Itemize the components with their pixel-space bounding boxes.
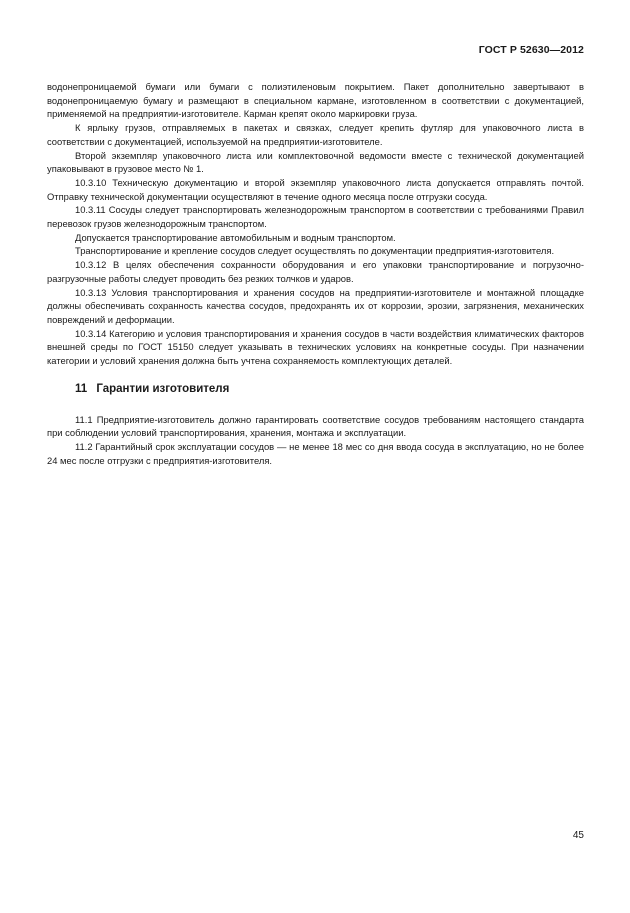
paragraph-continuation: водонепроницаемой бумаги или бумаги с полиэтиленовым покрытием. Пакет дополнительно завертывают в водонепроницаемую бумагу и размещают в специальном кармане, изготовленном в соответствии с документацией, применяемой на предприятии-изготовителе. Карман крепят около маркировки груза. — [47, 81, 584, 120]
section-heading — [47, 382, 584, 397]
section-title-text: Гарантии изготовителя — [96, 382, 230, 395]
section-number: 11 — [75, 382, 88, 395]
clause-10-3-10: 10.3.10 Техническую документацию и второй экземпляр упаковочного листа допускается отправлять почтой. Отправку технической документации осуществляют в течение одного месяца после отгрузки сосуда. — [47, 176, 584, 202]
clause-11-1: 11.1 Предприятие-изготовитель должно гарантировать соответствие сосудов требованиям настоящего стандарта при соблюдении условий транспортирования, хранения, монтажа и эксплуатации. — [47, 413, 584, 439]
clause-10-3-12: 10.3.12 В целях обеспечения сохранности оборудования и его упаковки транспортирование и погрузочно-разгрузочные работы следует проводить без резких толчков и ударов. — [47, 259, 584, 284]
document-code-header: ГОСТ Р 52630—2012 — [478, 44, 584, 56]
paragraph-second-copy: Второй экземпляр упаковочного листа или комплектовочной ведомости вместе с технической документацией упаковывают в грузовое место № 1. — [47, 149, 584, 175]
clause-10-3-14: 10.3.14 Категорию и условия транспортирования и хранения сосудов в части воздействия климатических факторов внешней среды по ГОСТ 15150 следует указывать в технических условиях на конкретные сосуды. При назначении категории и условий хранения должна быть учтена сохраняемость комплектующих деталей. — [47, 327, 584, 367]
page-body — [47, 80, 584, 468]
clause-10-3-13: 10.3.13 Условия транспортирования и хранения сосудов на предприятии-изготовителе и монтажной площадке должны обеспечивать сохранность качества сосудов, предохранять их от коррозии, эрозии, загрязнения, механических повреждений и деформации. — [47, 286, 584, 325]
page-number: 45 — [572, 830, 584, 841]
paragraph-label-case: К ярлыку грузов, отправляемых в пакетах и связках, следует крепить футляр для упаковочного листа в соответствии с документацией, используемой на предприятии-изготовителе. — [47, 122, 584, 147]
clause-11-2: 11.2 Гарантийный срок эксплуатации сосудов — не менее 18 мес со дня ввода сосуда в эксплуатацию, но не более 24 мес после отгрузки с предприятия-изготовителя. — [47, 441, 584, 466]
paragraph-transport-fastening: Транспортирование и крепление сосудов следует осуществлять по документации предприятия-изготовителя. — [75, 245, 555, 257]
paragraph-allowed-transport: Допускается транспортирование автомобильным и водным транспортом. — [75, 231, 396, 243]
clause-10-3-11: 10.3.11 Сосуды следует транспортировать железнодорожным транспортом в соответствии с требованиями Правил перевозок грузов железнодорожным транспортом. — [47, 204, 584, 230]
